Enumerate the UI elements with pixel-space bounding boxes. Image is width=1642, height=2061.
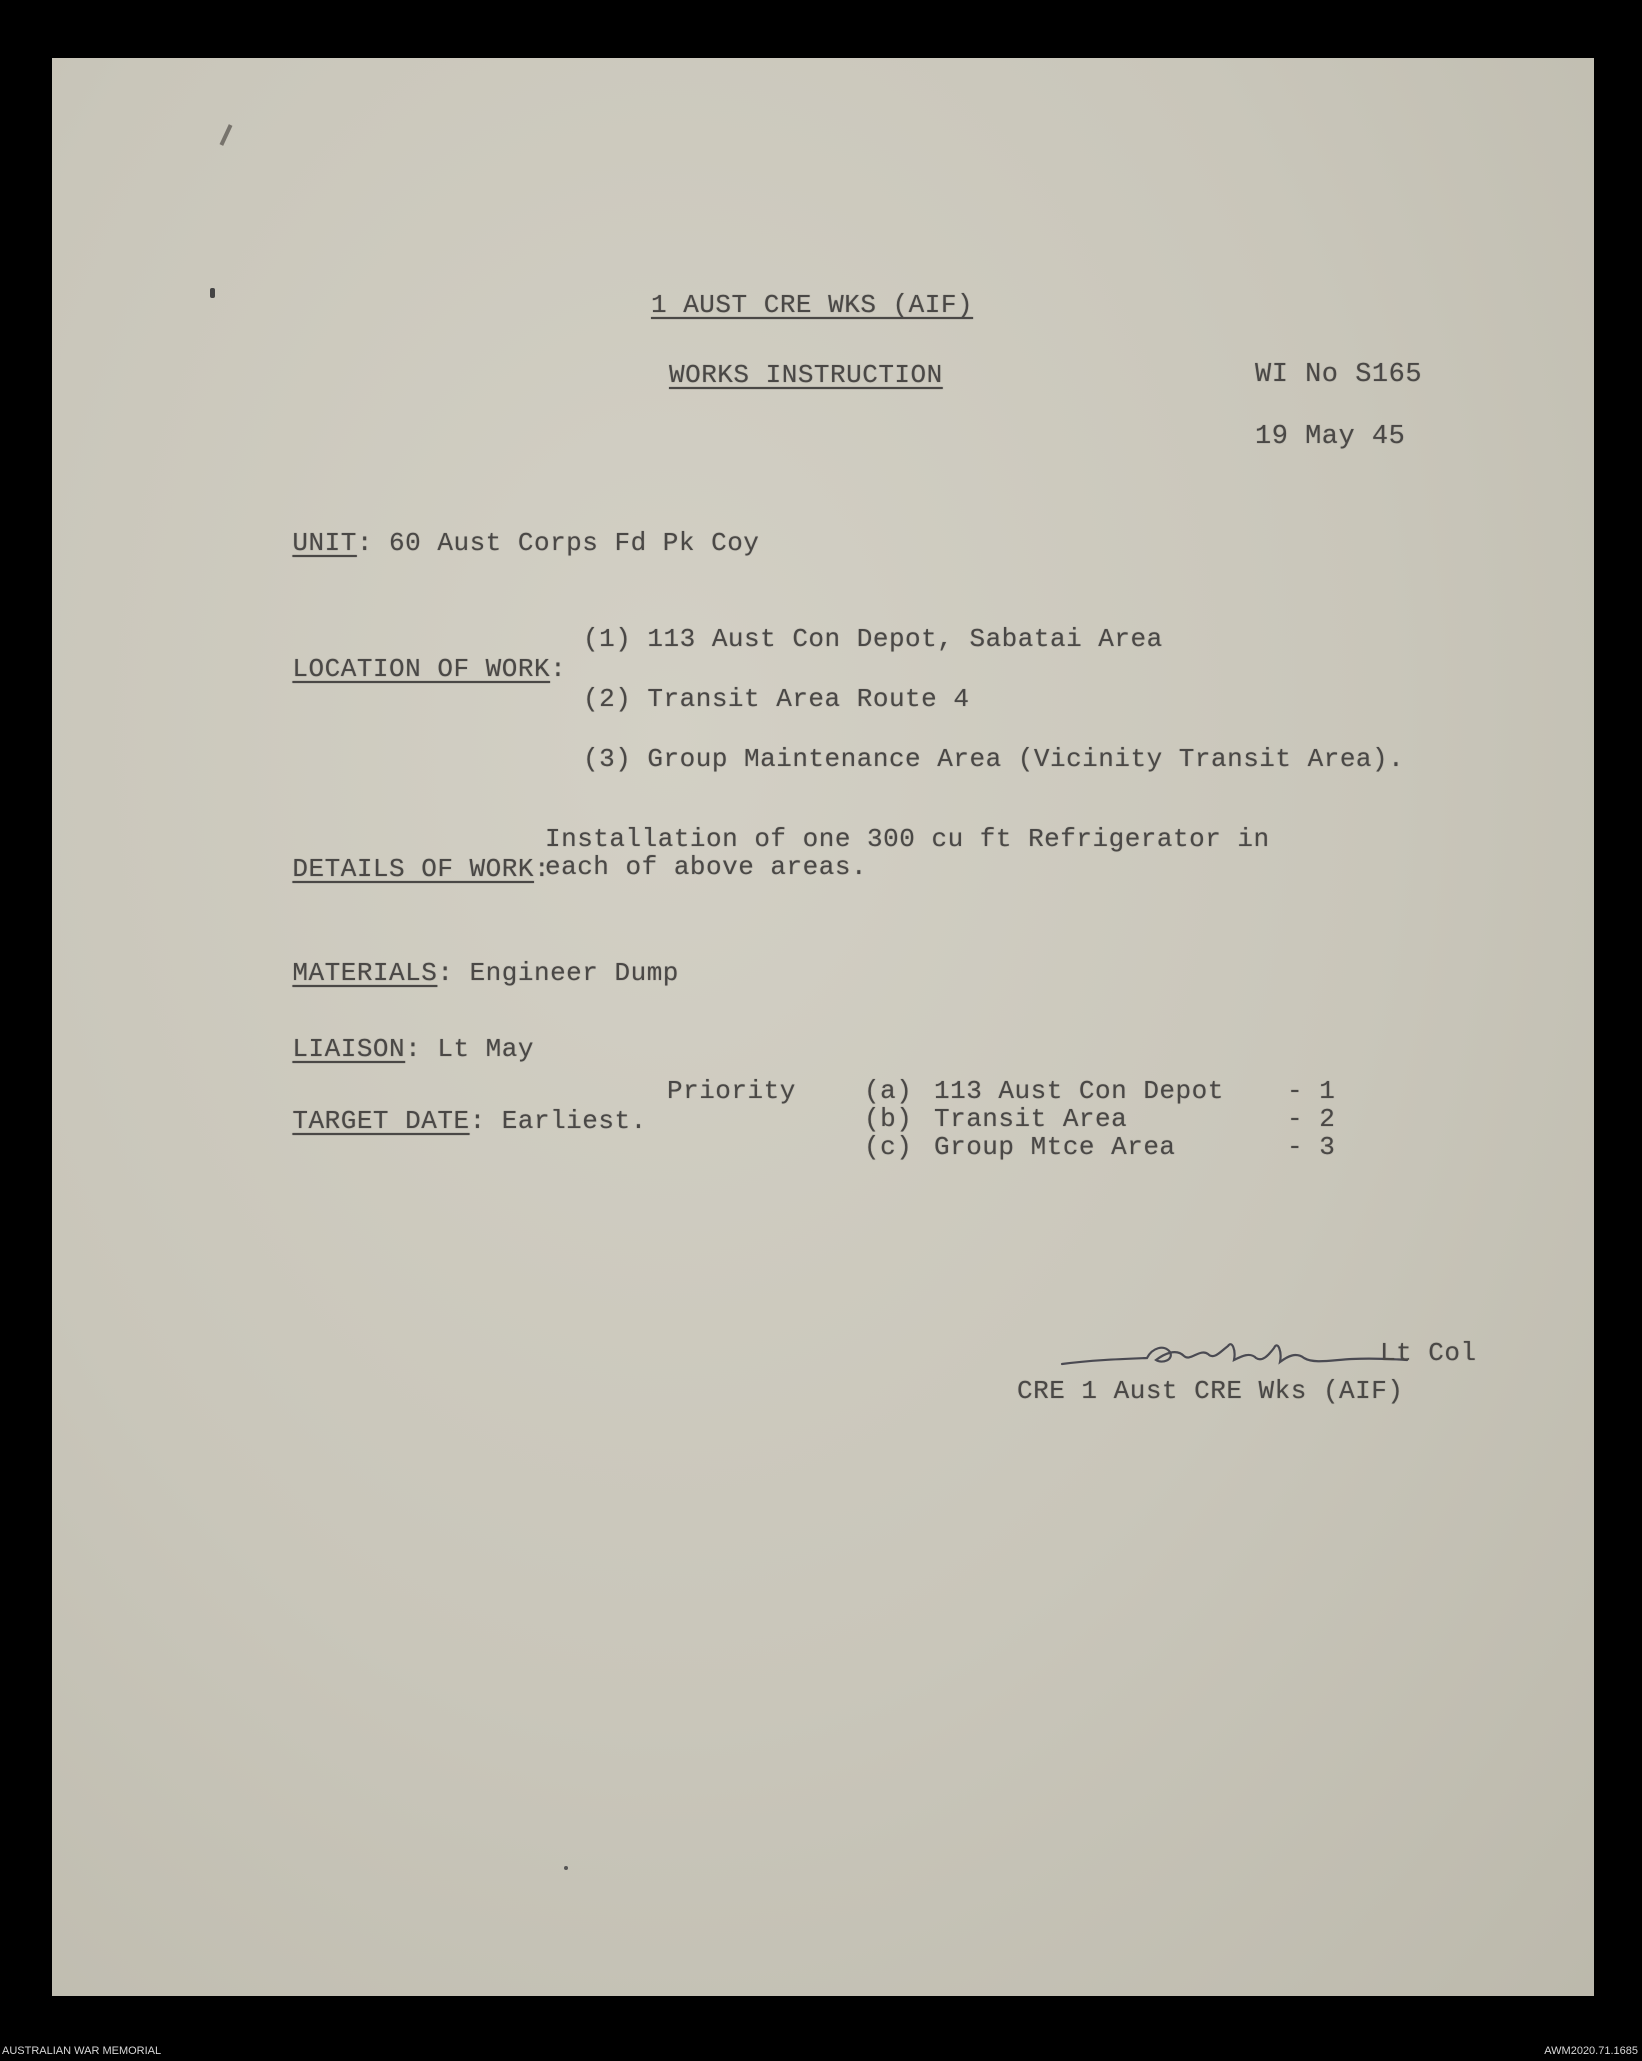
unit-title: 1 AUST CRE WKS (AIF) [651,290,974,320]
priority-rank-b: - 2 [1287,1104,1336,1134]
details-label: DETAILS OF WORK [292,854,534,884]
target-label: TARGET DATE [292,1106,470,1136]
location-label: LOCATION OF WORK [292,654,551,684]
signature-appointment: CRE 1 Aust CRE Wks (AIF) [1017,1376,1404,1406]
location-line [228,624,566,714]
priority-rank-c: - 3 [1287,1132,1336,1162]
materials-value: Engineer Dump [453,958,679,988]
priority-key-a: (a) [864,1076,913,1106]
location-sep: : [550,654,567,684]
wi-number: WI No S165 [1255,360,1423,390]
priority-key-c: (c) [864,1132,913,1162]
priority-area-b: Transit Area [934,1104,1128,1134]
priority-area-c: Group Mtce Area [934,1132,1176,1162]
unit-label: UNIT [292,528,357,558]
unit-line [228,498,759,588]
target-value: Earliest. [485,1106,647,1136]
unit-value: 60 Aust Corps Fd Pk Coy [372,528,760,558]
paper-speck [564,1866,568,1870]
document-page [52,58,1594,1996]
document-date: 19 May 45 [1255,422,1406,452]
materials-label: MATERIALS [292,958,438,988]
priority-key-b: (b) [864,1104,913,1134]
priority-area-a: 113 Aust Con Depot [934,1076,1224,1106]
details-sep: : [533,854,551,884]
document-title: WORKS INSTRUCTION [669,360,943,390]
priority-label: Priority [667,1076,796,1106]
liaison-label: LIAISON [292,1034,406,1064]
footer-accession: AWM2020.71.1685 [1544,2045,1638,2057]
location-item-2: (2) Transit Area Route 4 [583,684,970,714]
location-item-1: (1) 113 Aust Con Depot, Sabatai Area [583,624,1163,654]
liaison-sep: : [405,1034,422,1064]
materials-sep: : [437,958,454,988]
details-text-1: Installation of one 300 cu ft Refrigerator in [545,824,1270,854]
liaison-value: Lt May [421,1034,534,1064]
priority-rank-a: - 1 [1287,1076,1336,1106]
target-sep: : [469,1106,486,1136]
details-line [228,824,550,914]
signature-rank: Lt Col [1380,1338,1477,1368]
punch-mark [210,288,215,298]
unit-sep: : [356,528,373,558]
location-item-3: (3) Group Maintenance Area (Vicinity Transit Area). [583,744,1405,774]
footer-source: AUSTRALIAN WAR MEMORIAL [2,2045,162,2057]
paper-mark [220,124,233,146]
target-line [228,1076,647,1166]
details-text-2: each of above areas. [545,852,868,882]
